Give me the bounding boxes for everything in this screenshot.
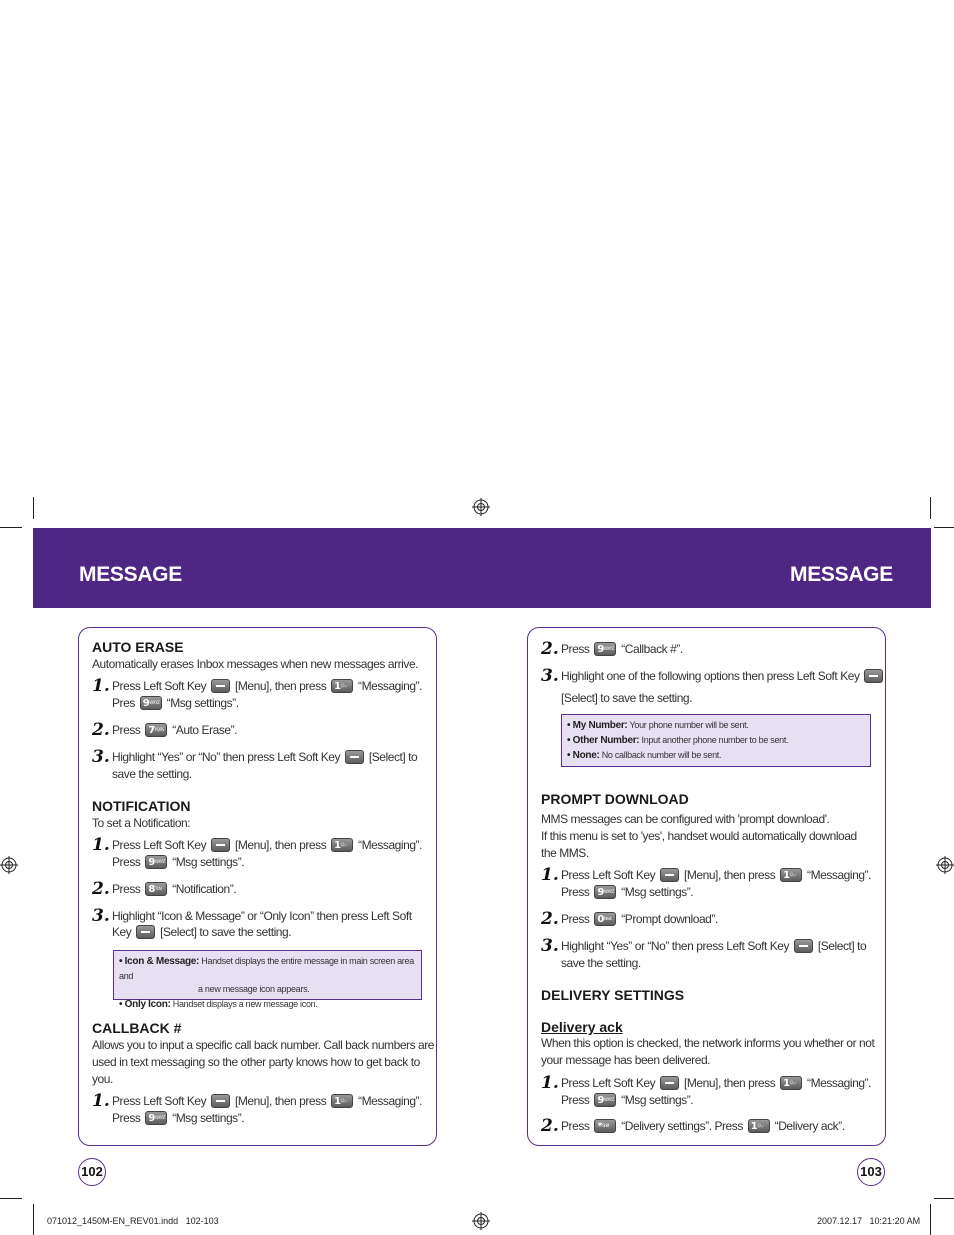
notification-options-note [113, 950, 422, 1010]
step-text [112, 837, 422, 854]
step-text [112, 924, 291, 941]
key-1-icon [748, 1119, 770, 1133]
step-text-part: save the setting. [112, 767, 192, 781]
key-sublabel: Shift [602, 1122, 609, 1128]
key-9-icon [145, 855, 167, 869]
crop-mark [0, 1198, 22, 1199]
key-1-icon [331, 838, 353, 852]
step-text-part: Press [561, 885, 590, 899]
step-text [561, 1092, 693, 1109]
note-text: Your phone number will be sent. [629, 720, 749, 730]
step-text-part: “Messaging”. [358, 1094, 422, 1108]
step-text-part: [Menu], then press [234, 838, 327, 852]
key-sublabel: ☺.,- [789, 871, 797, 877]
step-text-part: “Msg settings”. [172, 855, 245, 869]
step-text-part: Highlight “Icon & Message” or “Only Icon” then press Left Soft [112, 909, 412, 923]
key-sublabel: TUV [154, 885, 162, 891]
step-text-part: “Notification”. [172, 882, 237, 896]
subheading-delivery-ack: Delivery ack [541, 1019, 623, 1035]
left-soft-key-icon [136, 925, 155, 939]
registration-mark-icon [0, 856, 18, 874]
step-text-part: “Msg settings”. [172, 1111, 245, 1125]
note-line [119, 997, 416, 1012]
step-text-part: Press [561, 1119, 590, 1133]
page-title-right: MESSAGE [790, 563, 893, 586]
step-number: 1. [92, 676, 110, 696]
step-text-part: Press [112, 855, 141, 869]
auto-erase-intro: Automatically erases Inbox messages when new messages arrive. [92, 657, 419, 671]
step-text-part: “Callback #”. [621, 642, 683, 656]
step-number: 2. [92, 879, 110, 899]
key-sublabel: ☺.,- [789, 1079, 797, 1085]
key-label: 1 [334, 680, 341, 692]
step-number: 2. [541, 639, 559, 659]
step-number: 1. [541, 865, 559, 885]
step-number: 3. [92, 747, 110, 767]
crop-mark [934, 1198, 954, 1199]
left-soft-key-icon [345, 750, 364, 764]
key-label: 9 [142, 697, 150, 709]
key-label: 1 [334, 839, 341, 851]
note-label: • My Number: [567, 720, 628, 731]
step-text-part: [Select] to [817, 939, 867, 953]
step-number: 1. [541, 1073, 559, 1093]
step-text-part: [Menu], then press [683, 868, 776, 882]
key-sublabel: WXYZ [603, 888, 614, 894]
step-text-part: [Menu], then press [234, 679, 327, 693]
step-text-part: [Menu], then press [683, 1076, 776, 1090]
step-text [112, 1093, 422, 1110]
left-soft-key-icon [794, 939, 813, 953]
step-text [561, 884, 693, 901]
step-text [561, 867, 871, 884]
note-label: • None: [567, 750, 600, 761]
crop-mark [33, 1204, 34, 1235]
registration-mark-icon [472, 1212, 490, 1230]
key-label: 9 [597, 643, 604, 655]
note-line [119, 954, 416, 983]
key-9-icon [145, 1111, 167, 1125]
step-text [561, 1118, 845, 1135]
callback-intro: used in text messaging so the other party knows how to get back to [92, 1055, 420, 1069]
key-sublabel: WXYZ [154, 858, 165, 864]
key-sublabel: WXYZ [149, 699, 160, 705]
prompt-download-intro: MMS messages can be configured with 'prompt download'. [541, 812, 830, 826]
step-number: 1. [92, 835, 110, 855]
step-number: 1. [92, 1091, 110, 1111]
step-text-part: Press Left Soft Key [561, 1076, 656, 1090]
left-soft-key-icon [660, 868, 679, 882]
step-text-part: [Select] to save the setting. [561, 691, 693, 705]
step-text-part: Press [112, 882, 141, 896]
section-heading-auto-erase: AUTO ERASE [92, 639, 184, 655]
note-label: • Only Icon: [119, 999, 171, 1010]
key-label: 1 [334, 1095, 341, 1107]
step-text-part: [Menu], then press [234, 1094, 327, 1108]
key-0-icon [594, 912, 616, 926]
step-text [112, 881, 236, 898]
key-9-icon [594, 1093, 616, 1107]
section-heading-delivery-settings: DELIVERY SETTINGS [541, 987, 685, 1003]
crop-mark [930, 1204, 931, 1235]
registration-mark-icon [936, 856, 954, 874]
key-9-icon [594, 885, 616, 899]
section-heading-callback: CALLBACK # [92, 1020, 182, 1036]
note-text: Handset displays a new message icon. [172, 999, 318, 1009]
callback-intro: you. [92, 1072, 113, 1086]
step-text-part: “Messaging”. [807, 1076, 871, 1090]
page-title-left: MESSAGE [79, 563, 182, 586]
key-sublabel: WXYZ [154, 1114, 165, 1120]
step-text-part: Press Left Soft Key [112, 838, 207, 852]
key-sublabel: WXYZ [603, 645, 614, 651]
key-sublabel: ☺.,- [340, 682, 348, 688]
left-soft-key-icon [211, 838, 230, 852]
left-soft-key-icon [211, 679, 230, 693]
step-text-part: “Messaging”. [807, 868, 871, 882]
step-text-part: Press [561, 1093, 590, 1107]
key-7-icon [145, 723, 167, 737]
step-text-part: Press [561, 642, 590, 656]
section-heading-prompt-download: PROMPT DOWNLOAD [541, 791, 689, 807]
section-heading-notification: NOTIFICATION [92, 798, 191, 814]
step-text-part: save the setting. [561, 956, 641, 970]
step-text-part: “Delivery settings”. Press [621, 1119, 743, 1133]
step-text-part: Highlight one of the following options then press Left Soft Key [561, 669, 860, 683]
step-text-part: Press [112, 1111, 141, 1125]
step-text-part: “Auto Erase”. [172, 723, 238, 737]
key-8-icon [145, 882, 167, 896]
crop-mark [930, 497, 931, 519]
step-number: 3. [92, 906, 110, 926]
notification-intro: To set a Notification: [92, 816, 191, 830]
key-label: 0 [597, 913, 604, 925]
key-1-icon [780, 868, 802, 882]
page-number-left: 102 [78, 1158, 106, 1186]
step-text [112, 722, 237, 739]
note-text: No callback number will be sent. [601, 750, 722, 760]
note-line [567, 748, 865, 763]
step-number: 3. [541, 666, 559, 686]
key-label: 8 [148, 883, 155, 895]
key-label: 1 [750, 1120, 758, 1132]
key-sublabel: ☺.,- [340, 1097, 348, 1103]
step-text [561, 938, 866, 955]
step-text [561, 641, 683, 658]
key-label: 9 [597, 886, 604, 898]
key-9-icon [140, 696, 162, 710]
key-sublabel: ☺.,- [340, 841, 348, 847]
key-label: 7 [148, 724, 155, 736]
step-number: 2. [92, 720, 110, 740]
step-text-part: “Msg settings”. [621, 885, 694, 899]
note-text: Input another phone number to be sent. [641, 735, 789, 745]
key-1-icon [780, 1076, 802, 1090]
key-label: 1 [783, 1077, 790, 1089]
note-label: • Other Number: [567, 735, 640, 746]
registration-mark-icon [472, 498, 490, 516]
key-sublabel: ☺.,- [757, 1122, 764, 1128]
footer-timestamp: 2007.12.17 10:21:20 AM [817, 1216, 921, 1226]
page-number-right: 103 [857, 1158, 885, 1186]
key-1-icon [331, 679, 353, 693]
note-line: a new message icon appears. [198, 984, 310, 994]
step-text-part: “Messaging”. [358, 679, 422, 693]
step-text-part: Press [561, 912, 590, 926]
step-text [561, 911, 718, 928]
note-label: • Icon & Message: [119, 956, 200, 967]
key-9-icon [594, 642, 616, 656]
key-sublabel: WXYZ [603, 1096, 614, 1102]
delivery-intro: When this option is checked, the network informs you whether or not [541, 1036, 875, 1050]
step-text-part: “Msg settings”. [166, 696, 239, 710]
step-text-part: “Delivery ack”. [774, 1119, 845, 1133]
crop-mark [934, 527, 954, 528]
callback-intro: Allows you to input a specific call back number. Call back numbers are [92, 1038, 435, 1052]
left-soft-key-icon [864, 669, 883, 683]
callback-options-note [561, 714, 871, 767]
step-text-part: Press [112, 723, 141, 737]
key-label: * [597, 1120, 603, 1132]
prompt-download-intro: the MMS. [541, 846, 589, 860]
step-text-part: [Select] to save the setting. [160, 925, 292, 939]
step-text [112, 678, 422, 695]
step-number: 3. [541, 936, 559, 956]
key-sublabel: Next [603, 915, 612, 921]
step-text [561, 1075, 871, 1092]
step-text-part: [Select] to [368, 750, 418, 764]
step-text-part: Key [112, 925, 132, 939]
step-text-part: Press Left Soft Key [112, 679, 207, 693]
note-text: Handset displays the entire message in main screen area and [119, 956, 414, 981]
left-soft-key-icon [211, 1094, 230, 1108]
step-text-part: Highlight “Yes” or “No” then press Left Soft Key [561, 939, 790, 953]
step-text-part: Press Left Soft Key [112, 1094, 207, 1108]
key-label: 9 [148, 1112, 155, 1124]
key-label: 9 [148, 856, 155, 868]
step-text [112, 854, 244, 871]
key-label: 1 [783, 869, 790, 881]
step-text [112, 749, 417, 766]
left-soft-key-icon [660, 1076, 679, 1090]
note-line [567, 733, 865, 748]
step-text [561, 668, 885, 685]
step-number: 2. [541, 909, 559, 929]
note-line [567, 718, 865, 733]
step-text-part: Highlight “Yes” or “No” then press Left Soft Key [112, 750, 341, 764]
step-number: 2. [541, 1116, 559, 1136]
step-text-part: “Msg settings”. [621, 1093, 694, 1107]
step-text [112, 1110, 244, 1127]
step-text [112, 695, 239, 712]
key-label: 9 [597, 1094, 604, 1106]
crop-mark [0, 527, 22, 528]
step-text-part: “Messaging”. [358, 838, 422, 852]
delivery-intro: your message has been delivered. [541, 1053, 711, 1067]
prompt-download-intro: If this menu is set to 'yes', handset would automatically download [541, 829, 857, 843]
step-text-part: Pres [112, 696, 135, 710]
crop-mark [33, 497, 34, 519]
key-sublabel: PQRS [154, 726, 164, 732]
key-1-icon [331, 1094, 353, 1108]
step-text-part: Press Left Soft Key [561, 868, 656, 882]
key-star-icon [594, 1119, 616, 1133]
footer-file-info: 071012_1450M-EN_REV01.indd 102-103 [47, 1216, 219, 1226]
step-text-part: “Prompt download”. [621, 912, 718, 926]
